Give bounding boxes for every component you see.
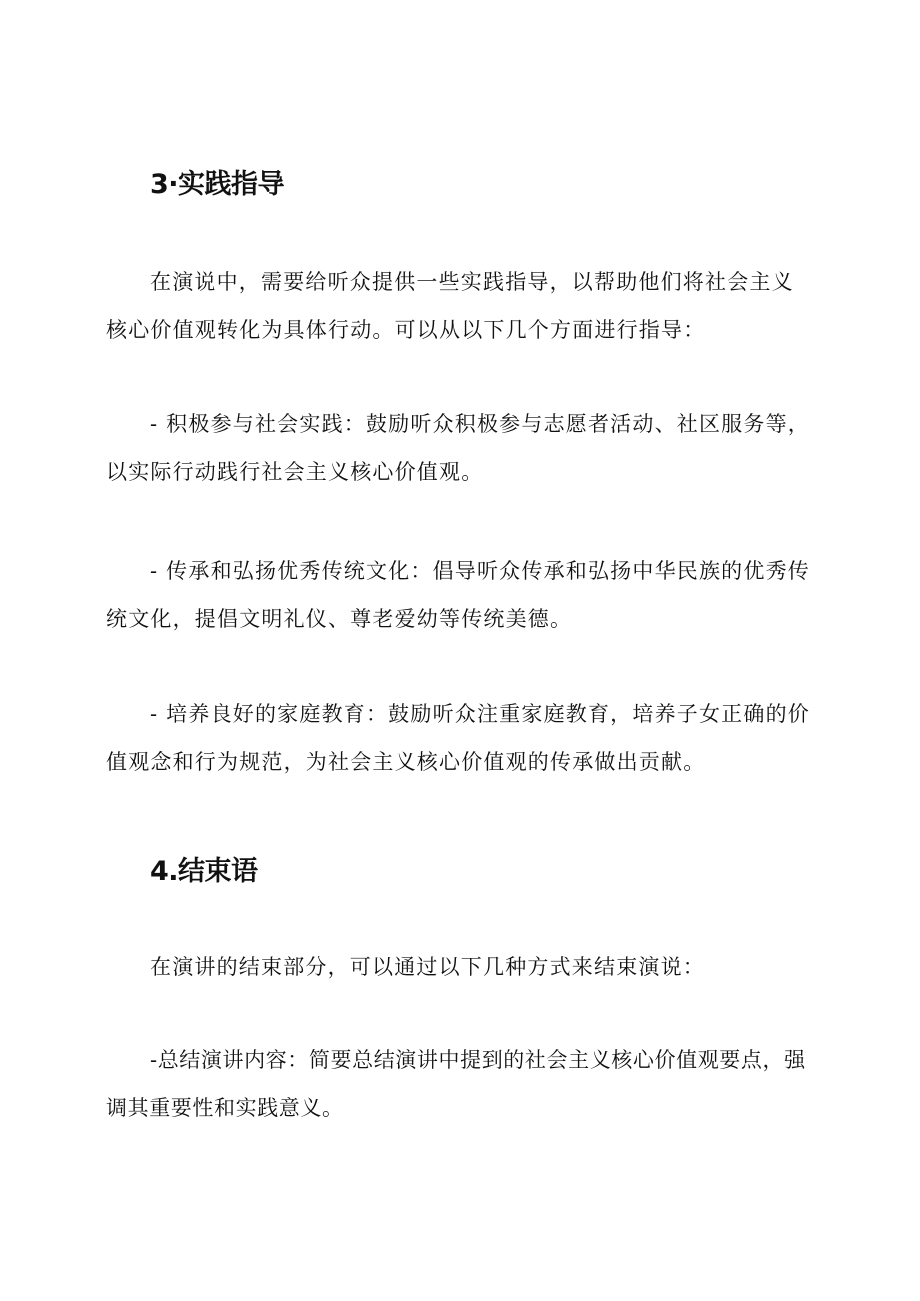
paragraph-social-practice: - 积极参与社会实践：鼓励听众积极参与志愿者活动、社区服务等，以实际行动践行社会主义核心价值观。 (106, 412, 810, 484)
paragraph-traditional-culture: - 传承和弘扬优秀传统文化：倡导听众传承和弘扬中华民族的优秀传统文化，提倡文明礼仪、尊老爱幼等传统美德。 (106, 559, 810, 631)
section-heading-conclusion: 4.结束语 (150, 856, 258, 887)
paragraph-conclusion-intro: 在演讲的结束部分，可以通过以下几种方式来结束演说： (150, 955, 705, 979)
paragraph-practice-intro: 在演说中，需要给听众提供一些实践指导，以帮助他们将社会主义核心价值观转化为具体行动。可以从以下几个方面进行指导： (106, 270, 794, 342)
paragraph-family-education: - 培养良好的家庭教育：鼓励听众注重家庭教育，培养子女正确的价值观念和行为规范，为社会主义核心价值观的传承做出贡献。 (106, 702, 810, 774)
section-heading-practice-guidance: 3·实践指导 (150, 169, 285, 200)
paragraph-summarize-content: -总结演讲内容：简要总结演讲中提到的社会主义核心价值观要点，强调其重要性和实践意义。 (106, 1048, 806, 1120)
